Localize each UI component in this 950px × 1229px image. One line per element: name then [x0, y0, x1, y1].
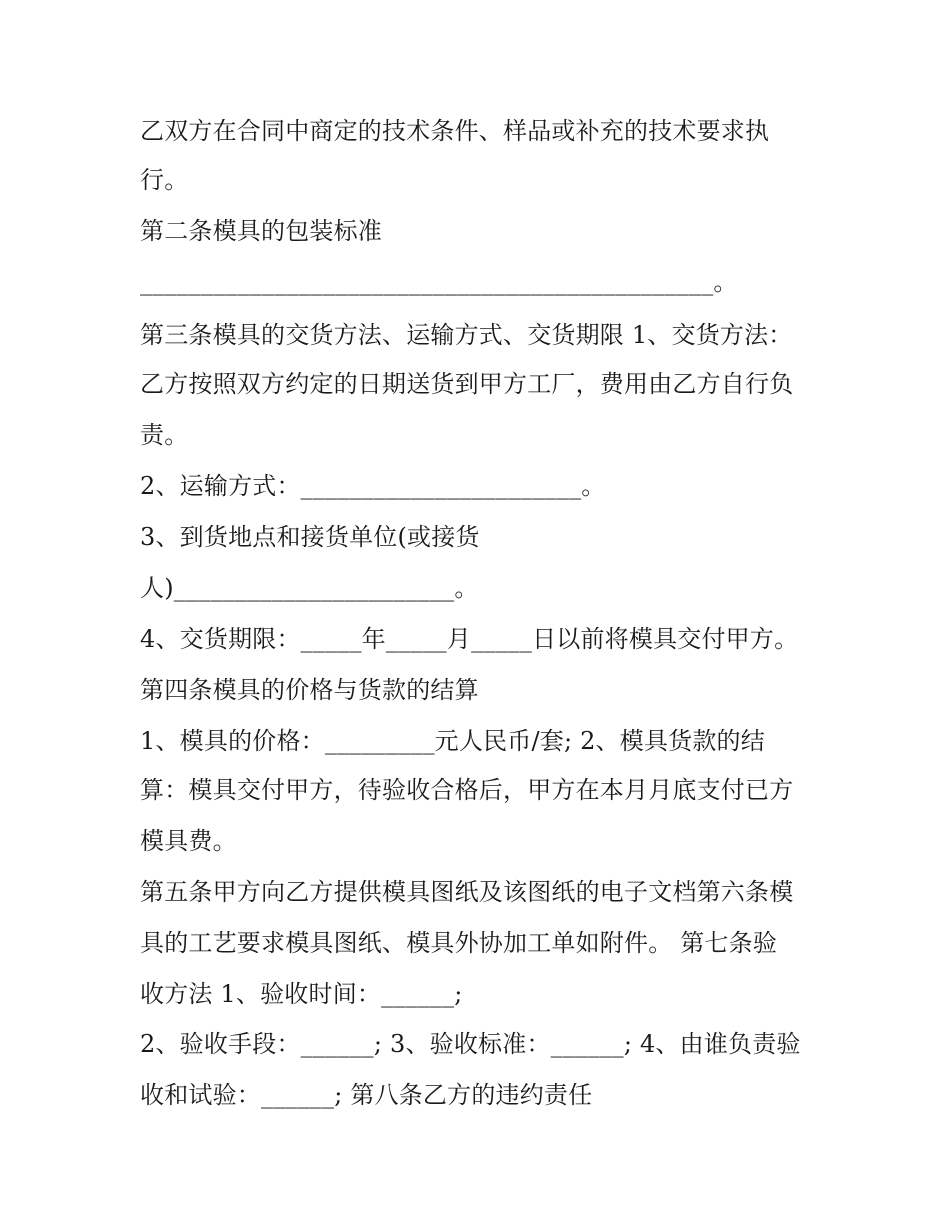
acceptance-time-line: 收方法 1、验收时间：______;: [140, 980, 463, 1008]
text-line-7: 责。: [140, 421, 189, 449]
delivery-deadline-line: 4、交货期限：_____年_____月_____日以前将模具交付甲方。: [140, 625, 799, 653]
text-line-6: 乙方按照双方约定的日期送货到甲方工厂，费用由乙方自行负: [140, 370, 794, 398]
acceptance-means-line: 2、验收手段：______; 3、验收标准：______; 4、由谁负责验: [140, 1030, 801, 1058]
text-line-14: 算：模具交付甲方，待验收合格后，甲方在本月月底支付已方: [140, 776, 794, 804]
clause-3-heading: 第三条模具的交货方法、运输方式、交货期限 1、交货方法：: [140, 321, 793, 349]
text-line-2: 行。: [140, 166, 189, 194]
text-line-17: 具的工艺要求模具图纸、模具外协加工单如附件。 第七条验: [140, 929, 778, 957]
packaging-blank-line: _______________________________________________。: [140, 268, 738, 296]
text-line-20: 收和试验：______; 第八条乙方的违约责任: [140, 1081, 593, 1109]
clause-5-line: 第五条甲方向乙方提供模具图纸及该图纸的电子文档第六条模: [140, 878, 794, 906]
transport-method-line: 2、运输方式：_______________________。: [140, 472, 606, 500]
clause-2-heading: 第二条模具的包装标准: [140, 217, 382, 245]
text-line-1: 乙双方在合同中商定的技术条件、样品或补充的技术要求执: [140, 117, 770, 145]
clause-4-heading: 第四条模具的价格与货款的结算: [140, 676, 479, 704]
price-line: 1、模具的价格：_________元人民币/套; 2、模具货款的结: [140, 727, 765, 755]
text-line-15: 模具费。: [140, 827, 237, 855]
receiver-line: 人)_______________________。: [140, 574, 479, 602]
delivery-location-line: 3、到货地点和接货单位(或接货: [140, 523, 480, 551]
